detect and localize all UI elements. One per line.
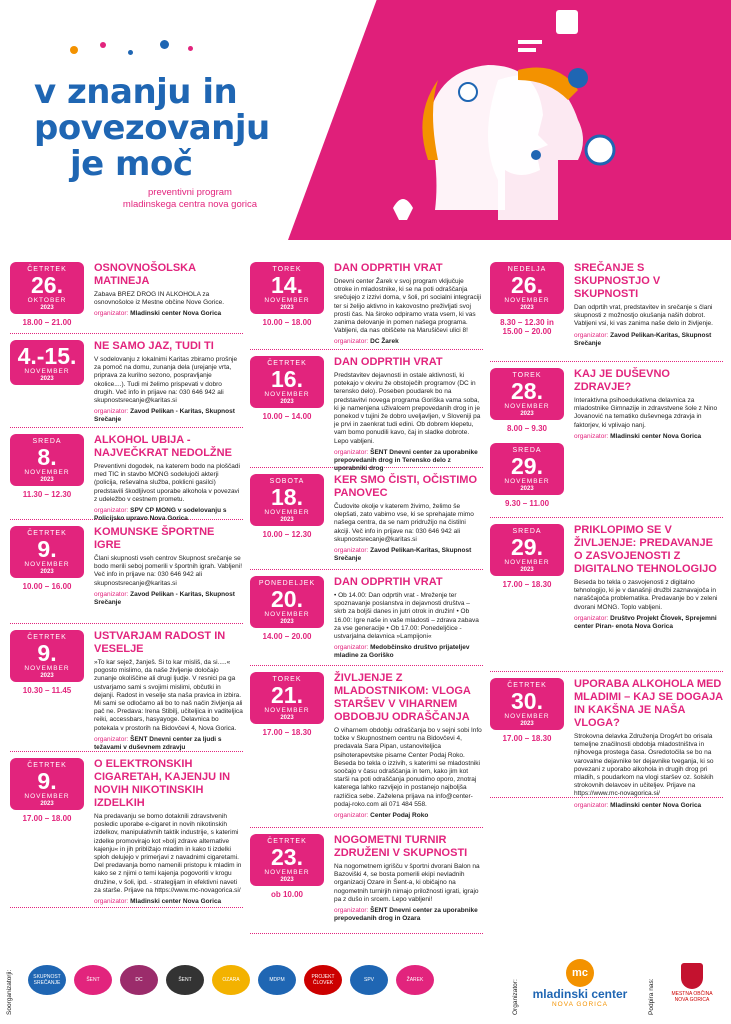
event-organizer bbox=[94, 408, 243, 424]
events-column-2 bbox=[250, 262, 483, 940]
event-year: 2023 bbox=[40, 376, 54, 382]
event-date bbox=[250, 262, 324, 327]
event-weekday: ČETRTEK bbox=[27, 530, 67, 537]
event-description: Strokovna delavka Združenja DrogArt bo orisala temeljne značilnosti obdobja mladostništva in njihovega prostega časa. Osredotočila se bo na varovalne dejavnike ter dejavnike tveganja, ki so povezani z uporabo alkohola in drugih drog pri mladih, s poudarkom na vlogi staršev oz. šolskih strokovnih delavcev in učiteljev. Prijave na https://www.mc-novagorica.si/ bbox=[574, 733, 714, 798]
event-weekday: SREDA bbox=[32, 438, 62, 445]
event-card bbox=[490, 678, 723, 809]
event-weekday: ČETRTEK bbox=[27, 762, 67, 769]
event-weekday: SREDA bbox=[512, 447, 542, 454]
event-time: 8.00 – 9.30 bbox=[506, 424, 548, 433]
event-title: OSNOVNOŠOLSKA MATINEJA bbox=[94, 262, 196, 287]
event-day-number: 18. bbox=[271, 484, 303, 510]
date-badge bbox=[490, 443, 564, 495]
event-organizer bbox=[94, 310, 243, 318]
event-body bbox=[334, 576, 483, 660]
event-weekday: ČETRTEK bbox=[507, 682, 547, 689]
event-year: 2023 bbox=[40, 569, 54, 575]
event-description: Interaktivna psihoedukativna delavnica za mladostnike Gimnazije in zdravstvene šole z Nino Jovanović na tematiko duševnega zdravja in faktorjev, ki vplivajo nanj. bbox=[574, 397, 718, 429]
poster-header bbox=[0, 0, 731, 252]
organizer-label: Organizator: bbox=[512, 979, 519, 1015]
events-column-1 bbox=[10, 262, 243, 914]
event-date bbox=[250, 834, 324, 899]
event-body bbox=[334, 474, 483, 563]
organizer-name: Medobčinsko društvo prijateljev mladine za Goriško bbox=[334, 644, 470, 660]
date-badge bbox=[250, 356, 324, 408]
event-body bbox=[94, 630, 243, 752]
event-date bbox=[10, 434, 84, 499]
event-body bbox=[94, 340, 243, 424]
event-date bbox=[10, 526, 84, 591]
event-year: 2023 bbox=[280, 305, 294, 311]
event-body bbox=[574, 262, 723, 348]
event-month: NOVEMBER bbox=[504, 297, 550, 304]
event-time: 10.00 – 18.00 bbox=[262, 318, 312, 327]
date-badge bbox=[10, 758, 84, 810]
event-date bbox=[10, 340, 84, 385]
event-description: Beseda bo tekla o zasvojenosti z digitalno tehnologijo, ki je v današnji družbi zaznavajoča in naraščajoča problematika. Predavanje bo v zeleni dvorani MONG. Toplo vabljeni. bbox=[574, 579, 718, 611]
event-time: 10.00 – 16.00 bbox=[22, 582, 72, 591]
coorganizer-logo: PROJEKT ČLOVEK bbox=[304, 965, 342, 995]
event-title: NOGOMETNI TURNIR ZDRUŽENI V SKUPNOSTI bbox=[334, 834, 468, 859]
organizer-prefix: organizator: bbox=[334, 812, 369, 820]
event-body bbox=[574, 678, 723, 810]
event-date bbox=[250, 474, 324, 539]
organizer-prefix: organizator: bbox=[574, 331, 609, 339]
organizer-name: ŠENT Dnevni center za uporabnike prepovedanih drog in Terensko delo z uporabniki drog bbox=[334, 448, 478, 472]
date-badge bbox=[490, 524, 564, 576]
date-badge bbox=[250, 576, 324, 628]
event-time: 10.30 – 11.45 bbox=[22, 686, 72, 695]
event-organizer bbox=[94, 591, 243, 607]
event-title: UPORABA ALKOHOLA MED MLADIMI – KAJ SE DOGAJA IN KAKŠNA JE NAŠA VLOGA? bbox=[574, 678, 723, 729]
organizer-name: Zavod Pelikan-Karitas, Skupnost Srečanje bbox=[334, 547, 472, 563]
event-description: Na predavanju se bomo dotaknili zdravstvenih posledic uporabe e-cigaret in novih nikotinskih izdelkov, manipulativnih taktik industrije, s katerimi izdelke promovirajo kot »bolj zdrave alternative kajenju« in jih približajo mladim in kako ti izdelki sploh delujejo v primerjavi z navadnimi cigaretami. Del predavanja bomo namenili pristopu k mladim in kako se z njimi o temi kajenja pogovoriti v krogu družine, v šoli, ipd. - strategijam in efektivni naveti za starše. Prijave na https://www.mc-novagorica.si/ bbox=[94, 813, 242, 894]
event-year: 2023 bbox=[40, 801, 54, 807]
event-card bbox=[10, 526, 243, 624]
event-body bbox=[94, 758, 243, 906]
event-month: NOVEMBER bbox=[264, 297, 310, 304]
event-description: Predstavitev dejavnosti in ostale aktivnosti, ki potekajo v okviru že obstoječih programov (DC in terensko delo). Poseben poudarek bo na predstavitvi novega programa Goriška vama soba, ki je namenjena uživalcem prepovedanih drog in je ponekod v tujini že dobro uveljavljen, v Sloveniji pa je prvi in zaenkrat tudi edini. Ob dobrem klepetu, vam bomo ponudili kavo, čaj in sladke dobrote. Lepo vabljeni. bbox=[334, 372, 481, 445]
coorganizer-logo: OZARA bbox=[212, 965, 250, 995]
event-body bbox=[574, 524, 723, 631]
organizer-prefix: organizator: bbox=[574, 801, 609, 809]
event-title: KAJ JE DUŠEVNO ZDRAVJE? bbox=[574, 368, 670, 393]
event-card bbox=[250, 672, 483, 828]
event-organizer bbox=[574, 332, 723, 348]
event-title: KOMUNSKE ŠPORTNE IGRE bbox=[94, 526, 215, 551]
event-date bbox=[490, 262, 564, 336]
event-body bbox=[94, 526, 243, 607]
event-time: 9.30 – 11.00 bbox=[504, 499, 550, 508]
event-body bbox=[334, 672, 483, 820]
coorganizer-logo: SKUPNOST SREČANJE bbox=[28, 965, 66, 995]
subtitle-line: preventivni program bbox=[148, 187, 232, 198]
event-organizer bbox=[334, 812, 483, 820]
event-time: 10.00 – 12.30 bbox=[262, 530, 312, 539]
date-badge bbox=[490, 262, 564, 314]
event-title: O ELEKTRONSKIH CIGARETAH, KAJENJU IN NOVIH NIKOTINSKIH IZDELKIH bbox=[94, 758, 231, 809]
organizer-prefix: organizator: bbox=[94, 310, 129, 318]
hero-subtitle bbox=[90, 187, 290, 211]
event-month: NOVEMBER bbox=[24, 469, 70, 476]
event-month: NOVEMBER bbox=[264, 391, 310, 398]
organizer-name: Zavod Pelikan - Karitas, Skupnost Srečanje bbox=[94, 590, 235, 606]
event-title: DAN ODPRTIH VRAT bbox=[334, 576, 443, 588]
organizer-name: ŠENT Dnevni center za uporabnike prepovedanih drog in Ozara bbox=[334, 907, 478, 923]
date-badge bbox=[10, 340, 84, 385]
event-organizer bbox=[334, 547, 483, 563]
municipality-crest-icon bbox=[681, 963, 703, 989]
event-year: 2023 bbox=[280, 399, 294, 405]
organizer-logo-mark: mc bbox=[566, 959, 594, 987]
event-year: 2023 bbox=[520, 411, 534, 417]
event-description: Zabava BREZ DROG IN ALKOHOLA za osnovnošolce iz Mestne občine Nove Gorice. bbox=[94, 291, 225, 307]
organizer-prefix: organizator: bbox=[334, 448, 369, 456]
event-day-number: 26. bbox=[511, 272, 543, 298]
event-description: »To kar sejež, žanješ. Si to kar misliš, da si.....« pogosto mislimo, da naše življenje določajo zunanje okoliščine ali drugi ljudje. V resnici pa ga ustvarjamo sami s svojimi mislimi, občutki in dejanji. Radost in veselje sta naša pravica in izbira. Mi sami se odločamo ali bo to naš način življenja ali pač ne. Predava: Irena Stibilj, učiteljica in vaditeljica reiki, accessbars, hasyayoge. Delavnica bo potekala v prostorih na Bidovčevi 4, Nova Gorica. bbox=[94, 659, 243, 732]
date-badge bbox=[250, 834, 324, 886]
event-description: Preventivni dogodek, na katerem bodo na ploščadi med TIC in stavbo MONG sodelujoči akterji (policija, reševalna služba, poklicni gasilci) predstavili škodljivost uporabe alkohola v povezavi z udeležbo v cestnem prometu. bbox=[94, 463, 240, 503]
heads-illustration bbox=[288, 0, 731, 240]
organizer-prefix: organizator: bbox=[94, 408, 129, 416]
date-badge bbox=[250, 672, 324, 724]
coorganizer-logo: SPV bbox=[350, 965, 388, 995]
event-card bbox=[10, 434, 243, 523]
date-badge bbox=[490, 368, 564, 420]
event-organizer bbox=[94, 507, 243, 523]
event-month: NOVEMBER bbox=[24, 793, 70, 800]
subtitle-line: mladinskega centra nova gorica bbox=[122, 199, 258, 210]
event-card bbox=[10, 340, 243, 428]
support-label: Podpira nas: bbox=[648, 978, 655, 1015]
event-description: • Ob 14.00: Dan odprtih vrat - Mreženje ter spoznavanje poslanstva in dejavnosti društva – skrb za boljši danes in jutri otrok in družin! • Ob 16.00: Igre naše in vaše mladosti – zdrava zabava za vse generacije • Ob 17.00: Ponedeljčice - ustvarjalna delavnica »Lampijoni« bbox=[334, 592, 479, 641]
event-date bbox=[250, 356, 324, 421]
event-weekday: TOREK bbox=[272, 266, 302, 273]
event-body bbox=[574, 368, 723, 441]
event-day-number: 8. bbox=[37, 444, 57, 470]
event-weekday: ČETRTEK bbox=[27, 634, 67, 641]
event-title: KER SMO ČISTI, OČISTIMO PANOVEC bbox=[334, 474, 478, 499]
organizer-logo-subtitle: NOVA GORICA bbox=[551, 1001, 609, 1008]
event-organizer bbox=[574, 433, 723, 441]
event-description: Dan odprtih vrat, predstavitev in srečanje s člani skupnosti z možnostjo okušanja naših dobrot. Vabljeni vsi, ki vas zanima naše delo in življenje. bbox=[574, 304, 713, 328]
organizer-name: Mladinski center Nova Gorica bbox=[130, 310, 222, 318]
event-month: NOVEMBER bbox=[24, 665, 70, 672]
event-card bbox=[10, 758, 243, 908]
illustration-panel bbox=[288, 0, 731, 240]
event-date bbox=[490, 678, 564, 743]
event-card bbox=[10, 262, 243, 334]
event-card bbox=[490, 524, 723, 672]
event-date bbox=[10, 630, 84, 695]
organizer-prefix: organizator: bbox=[574, 432, 609, 440]
organizer-name: Mladinski center Nova Gorica bbox=[610, 432, 702, 440]
event-year: 2023 bbox=[280, 619, 294, 625]
coorganizers-label: Soorganizatorji: bbox=[6, 969, 13, 1015]
event-date bbox=[250, 576, 324, 641]
event-month: NOVEMBER bbox=[264, 869, 310, 876]
event-description: Dnevni center Žarek v svoj program vključuje otroke in mladostnike, ki se na poti odraščanja srečujejo z izzivi doma, v šoli, pri socialni integraciji ter si želijo aktivno in kakovostno preživljati svoj prosti čas. Na široko odpiramo vrata vsem, ki vas zanima delovanje in pomen našega programa. Vabljeni, da nas obiščete na Marušičevi ulici 8! bbox=[334, 278, 482, 335]
organizer-prefix: organizator: bbox=[334, 644, 369, 652]
event-year: 2023 bbox=[280, 877, 294, 883]
event-year: 2023 bbox=[40, 673, 54, 679]
event-year: 2023 bbox=[520, 567, 534, 573]
event-year: 2023 bbox=[520, 721, 534, 727]
event-title: DAN ODPRTIH VRAT bbox=[334, 262, 443, 274]
event-month: NOVEMBER bbox=[504, 403, 550, 410]
event-organizer bbox=[334, 907, 483, 923]
event-card bbox=[250, 474, 483, 570]
event-organizer bbox=[94, 898, 243, 906]
event-organizer bbox=[334, 338, 483, 346]
event-description: Na nogometnem igrišču v športni dvorani Balon na Bazoviški 4, se bosta pomerili ekipi nevladnih organizacij Ozare in Šent-a, ki običajno na nogometnih turnirjih nimajo priložnosti igrati, igrajo pa z dušo in srcem. Lepo vabljeni! bbox=[334, 863, 480, 903]
event-day-number: 26. bbox=[31, 272, 63, 298]
event-title: ŽIVLJENJE Z MLADOSTNIKOM: VLOGA STARŠEV V VIHARNEM OBDOBJU ODRAŠČANJA bbox=[334, 672, 471, 723]
event-title: PRIKLOPIMO SE V ŽIVLJENJE: PREDAVANJE O ZASVOJENOSTI Z DIGITALNO TEHNOLOGIJO bbox=[574, 524, 717, 575]
event-title: SREČANJE S SKUPNOSTJO V SKUPNOSTI bbox=[574, 262, 661, 300]
event-year: 2023 bbox=[40, 305, 54, 311]
event-date bbox=[490, 524, 564, 589]
event-month: NOVEMBER bbox=[24, 561, 70, 568]
organizer-name: SPV CP MONG v sodelovanju s Policijsko upravo Nova Gorica bbox=[94, 507, 227, 523]
event-time: 18.00 – 21.00 bbox=[22, 318, 72, 327]
event-description: O viharnem obdobju odraščanja bo v sejni sobi Info točke v Skupnostnem centru na Bidovčevi 4, predavala Sara Pipan, ustanoviteljica psihoterapevtske pisarne Center Podaj Roko. Beseda bo tekla o izzivih, s katerimi se mladostniki soočajo v času odraščanja in tem, kako jim kot starši na poti odraščanja ponudimo oporo, znotraj katerega lahko razvijejo in postanejo najboljša različica sebe. Zaželena prijava na info@center-podaj-roko.com ali 071 484 558. bbox=[334, 727, 482, 808]
event-card bbox=[490, 262, 723, 362]
event-date bbox=[490, 368, 564, 508]
event-day-number: 14. bbox=[271, 272, 303, 298]
organizer-prefix: organizator: bbox=[94, 898, 129, 906]
coorganizer-logo: MDPM bbox=[258, 965, 296, 995]
event-year: 2023 bbox=[280, 715, 294, 721]
event-body bbox=[334, 262, 483, 346]
organizer-name: Zavod Pelikan - Karitas, Skupnost Srečanje bbox=[94, 408, 235, 424]
date-badge bbox=[250, 474, 324, 526]
event-title: DAN ODPRTIH VRAT bbox=[334, 356, 443, 368]
organizer-name: Center Podaj Roko bbox=[370, 812, 429, 820]
event-day-number: 9. bbox=[37, 536, 57, 562]
poster-footer bbox=[0, 955, 731, 1024]
event-day-number: 9. bbox=[37, 768, 57, 794]
event-card bbox=[250, 576, 483, 666]
event-time: 14.00 – 20.00 bbox=[262, 632, 312, 641]
event-month: NOVEMBER bbox=[24, 368, 70, 375]
event-organizer bbox=[334, 449, 483, 473]
municipality-name: MESTNA OBČINA NOVA GORICA bbox=[671, 991, 713, 1003]
event-date bbox=[10, 758, 84, 823]
event-time: 11.30 – 12.30 bbox=[22, 490, 72, 499]
organizer-prefix: organizator: bbox=[334, 907, 369, 915]
event-day-number: 20. bbox=[271, 586, 303, 612]
date-badge bbox=[10, 630, 84, 682]
event-body bbox=[94, 262, 243, 318]
event-day-number: 23. bbox=[271, 844, 303, 870]
organizer-name: ŠENT Dnevni center za ljudi s težavami v duševnem zdravju bbox=[94, 735, 222, 751]
event-year: 2023 bbox=[520, 486, 534, 492]
event-time: ob 10.00 bbox=[270, 890, 303, 899]
event-weekday: NEDELJA bbox=[507, 266, 547, 273]
event-organizer bbox=[574, 615, 723, 631]
coorganizer-logo: ŠENT bbox=[166, 965, 204, 995]
event-card bbox=[490, 368, 723, 518]
hero-title-line: je moč bbox=[70, 144, 193, 184]
municipality-logo bbox=[664, 963, 720, 1003]
event-month: NOVEMBER bbox=[264, 611, 310, 618]
event-body bbox=[334, 834, 483, 923]
event-time: 8.30 – 12.30 in 15.00 – 20.00 bbox=[500, 318, 554, 336]
event-month: NOVEMBER bbox=[504, 713, 550, 720]
organizer-logo-title: mladinski center bbox=[532, 987, 628, 1001]
date-badge bbox=[10, 526, 84, 578]
event-day-number: 29. bbox=[511, 453, 543, 479]
event-weekday: ČETRTEK bbox=[267, 838, 307, 845]
organizer-prefix: organizator: bbox=[574, 614, 609, 622]
coorganizer-logo: DC bbox=[120, 965, 158, 995]
event-organizer bbox=[334, 644, 483, 660]
coorganizer-logo: ŽAREK bbox=[396, 965, 434, 995]
event-organizer bbox=[574, 802, 723, 810]
event-card bbox=[250, 356, 483, 472]
event-title: USTVARJAM RADOST IN VESELJE bbox=[94, 630, 226, 655]
event-month: NOVEMBER bbox=[264, 707, 310, 714]
organizer-logo bbox=[526, 959, 634, 1008]
event-time: 17.00 – 18.30 bbox=[262, 728, 312, 737]
event-weekday: ČETRTEK bbox=[267, 360, 307, 367]
hero-title bbox=[34, 74, 270, 182]
event-day-number: 16. bbox=[271, 366, 303, 392]
organizer-name: DC Žarek bbox=[370, 338, 399, 346]
hero-title-line: v znanju in bbox=[34, 72, 238, 112]
coorganizer-logo: ŠENT bbox=[74, 965, 112, 995]
date-badge bbox=[250, 262, 324, 314]
event-day-number: 21. bbox=[271, 682, 303, 708]
event-title: ALKOHOL UBIJA - NAJVEČKRAT NEDOLŽNE bbox=[94, 434, 232, 459]
event-day-number: 28. bbox=[511, 378, 543, 404]
event-day-number: 4.-15. bbox=[17, 343, 77, 369]
event-time: 10.00 – 14.00 bbox=[262, 412, 312, 421]
event-month: NOVEMBER bbox=[504, 478, 550, 485]
event-month: NOVEMBER bbox=[504, 559, 550, 566]
event-time: 17.00 – 18.30 bbox=[502, 734, 552, 743]
event-weekday: TOREK bbox=[512, 372, 542, 379]
event-time: 17.00 – 18.30 bbox=[502, 580, 552, 589]
event-date bbox=[250, 672, 324, 737]
organizer-prefix: organizator: bbox=[334, 547, 369, 555]
event-description: Čudovite okolje v katerem živimo, želimo še olepšati, zato vabimo vse, ki se sprehajate mimo našega centra, da se nam pridružijo na čistilni akciji. Več info in prijave na: 030 646 942 ali skupnostsrecanje@karitas.si bbox=[334, 503, 474, 543]
hero-title-line: povezovanju bbox=[34, 108, 270, 148]
event-weekday: SREDA bbox=[512, 528, 542, 535]
organizer-name: Mladinski center Nova Gorica bbox=[610, 801, 702, 809]
event-body bbox=[334, 356, 483, 473]
organizer-name: Mladinski center Nova Gorica bbox=[130, 898, 222, 906]
event-card bbox=[10, 630, 243, 752]
event-year: 2023 bbox=[40, 477, 54, 483]
event-description: Člani skupnosti vseh centrov Skupnost srečanje se bodo merili seboj pomerili v športnih igrah. Vabljeni! Več info in prijave na: 030 646 942 ali skupnostsrecanje@karitas.si bbox=[94, 555, 243, 587]
events-column-3 bbox=[490, 262, 723, 809]
event-weekday: SOBOTA bbox=[269, 478, 305, 485]
event-day-number: 30. bbox=[511, 688, 543, 714]
organizer-prefix: organizator: bbox=[334, 338, 369, 346]
date-badge bbox=[490, 678, 564, 730]
organizer-name: Društvo Projekt Človek, Sprejemni center Piran- enota Nova Gorica bbox=[574, 614, 717, 630]
event-date bbox=[10, 262, 84, 327]
event-month: OKTOBER bbox=[27, 297, 67, 304]
event-year: 2023 bbox=[520, 305, 534, 311]
organizer-name: Zavod Pelikan-Karitas, Skupnost Srečanje bbox=[574, 331, 712, 347]
organizer-prefix: organizator: bbox=[94, 507, 129, 515]
event-weekday: ČETRTEK bbox=[27, 266, 67, 273]
event-description: V sodelovanju z lokalnimi Karitas zbiramo prošnje za pomoč na domu, zunanja dela (urejanje vrta, priprava za kurilno sezono, pospravljanje okolice....). Tudi mi želimo prispevati v dobro drugih. Več info in prijave na: 030 646 942 ali skupnostsrecanje@karitas.si bbox=[94, 356, 238, 405]
event-month: NOVEMBER bbox=[264, 509, 310, 516]
event-day-number: 9. bbox=[37, 640, 57, 666]
organizer-prefix: organizator: bbox=[94, 590, 129, 598]
event-title: NE SAMO JAZ, TUDI TI bbox=[94, 340, 214, 352]
event-card bbox=[250, 834, 483, 934]
event-year: 2023 bbox=[280, 517, 294, 523]
date-badge bbox=[10, 434, 84, 486]
event-day-number: 29. bbox=[511, 534, 543, 560]
event-weekday: TOREK bbox=[272, 676, 302, 683]
organizer-prefix: organizator: bbox=[94, 735, 129, 743]
event-organizer bbox=[94, 736, 243, 752]
event-body bbox=[94, 434, 243, 523]
date-badge bbox=[10, 262, 84, 314]
event-weekday: PONEDELJEK bbox=[258, 580, 316, 587]
event-time: 17.00 – 18.00 bbox=[22, 814, 72, 823]
event-card bbox=[250, 262, 483, 350]
